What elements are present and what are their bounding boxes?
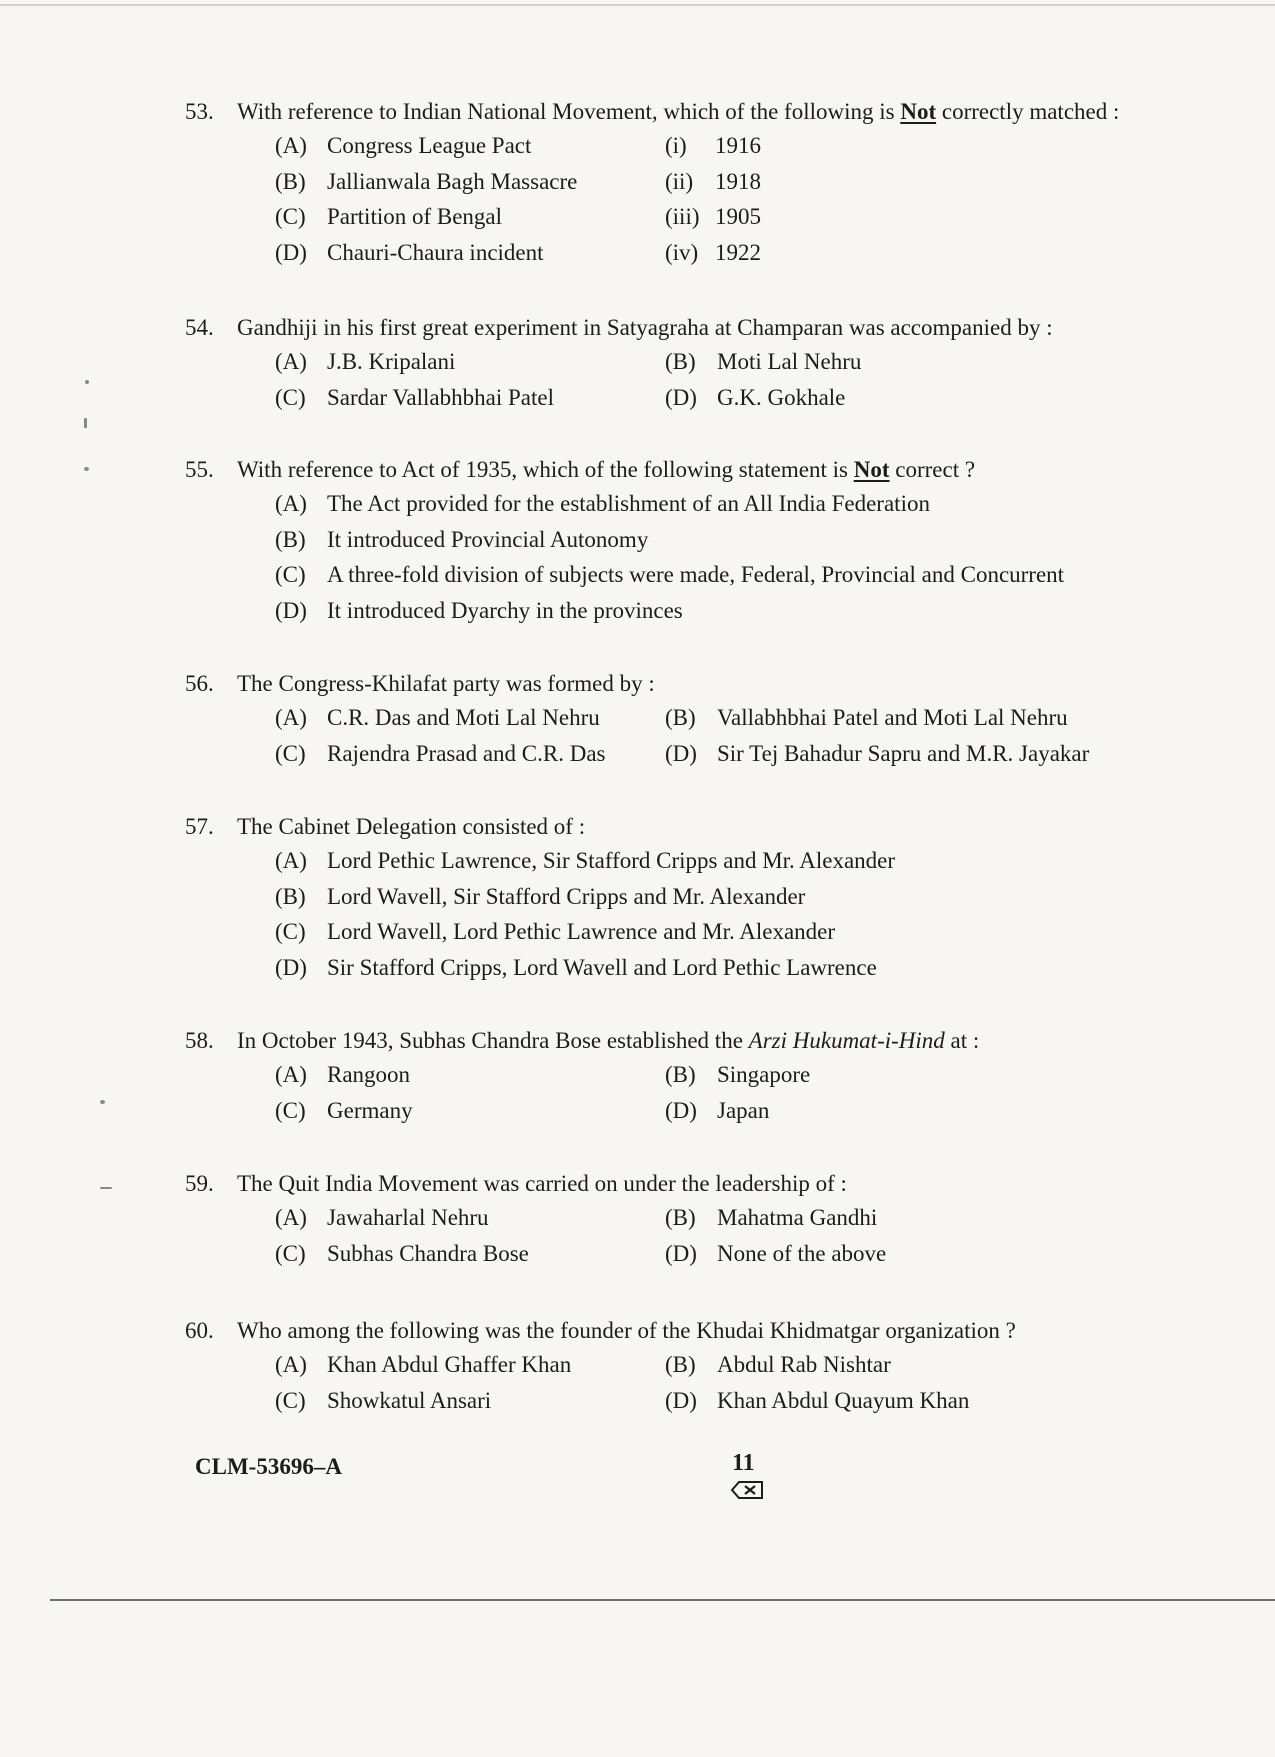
option-b: (B) Lord Wavell, Sir Stafford Cripps and Mr. Alexander (275, 883, 806, 909)
option-c: (C) Sardar Vallabhbhai Patel (275, 384, 554, 410)
option-a: (A) Rangoon (275, 1062, 411, 1087)
page-number: 11 (732, 1450, 755, 1476)
option-d: (D) Sir Stafford Cripps, Lord Wavell and Lord Pethic Lawrence (275, 954, 877, 980)
option-c: (C) Germany (275, 1097, 413, 1123)
question-53 (185, 97, 1165, 273)
option-a: (A) C.R. Das and Moti Lal Nehru (275, 705, 600, 730)
option-c: (C) Rajendra Prasad and C.R. Das (275, 740, 606, 766)
option-d: (D) G.K. Gokhale (665, 384, 846, 410)
option-row (275, 1096, 1165, 1132)
bottom-divider (50, 1599, 1275, 1601)
option-row (275, 1386, 1165, 1422)
question-57: 57. The Cabinet Delegation consisted of : (A) Lord Pethic Lawrence, Sir Stafford Cripps and Mr. Alexander (B) Lord Wavell, Sir Stafford Cripps and Mr. Alexander (C) Lord Wavell, Lord Pethic Lawrence and Mr. Alexander (D) Sir Stafford Cripps, Lord Wavell and Lord Pethic Lawrence (185, 812, 1165, 988)
option-row (275, 1350, 1165, 1386)
scan-speck (84, 467, 89, 471)
option-d: (D) It introduced Dyarchy in the provinces (275, 597, 683, 623)
option-d: (D) Japan (665, 1097, 770, 1123)
scan-speck (100, 1100, 105, 1104)
option-row (275, 383, 1165, 419)
option-b: (B) Abdul Rab Nishtar (665, 1352, 891, 1377)
option-a: (A) Khan Abdul Ghaffer Khan (275, 1352, 572, 1377)
scan-speck (100, 1187, 112, 1189)
option-row (275, 703, 1165, 739)
option-a: (A) Lord Pethic Lawrence, Sir Stafford Cripps and Mr. Alexander (275, 848, 896, 873)
question-number: 53. (185, 99, 214, 124)
option-b: (B) It introduced Provincial Autonomy (275, 526, 649, 552)
option-row (275, 347, 1165, 383)
option-a: (A) Jawaharlal Nehru (275, 1205, 489, 1230)
scan-speck (85, 380, 89, 384)
match-row: (D) Chauri-Chaura incident (iv) 1922 (275, 239, 761, 265)
option-b: (B) Vallabhbhai Patel and Moti Lal Nehru (665, 705, 1068, 730)
option-row (275, 1239, 1165, 1275)
question-55: 55. With reference to Act of 1935, which of the following statement is Not correct ? (A) The Act provided for the establishment of an All India Federation (B) It introduced Provincial Autonomy (C) A three-fold division of subjects were made, Federal, Provincial and Concurrent (D) It introduced Dyarchy in the provinces (185, 455, 1165, 631)
question-56: 56. The Congress-Khilafat party was formed by : (A) C.R. Das and Moti Lal Nehru (B) Vallabhbhai Patel and Moti Lal Nehru (C) Rajendra Prasad and C.R. Das (D) Sir Tej Bahadur Sapru and M.R. Jayakar (185, 669, 1165, 774)
question-58: 58. In October 1943, Subhas Chandra Bose established the Arzi Hukumat-i-Hind at : (A) Rangoon (B) Singapore (C) Germany (D) Japan (185, 1026, 1165, 1131)
option-c: (C) Subhas Chandra Bose (275, 1240, 529, 1266)
italic-term: Arzi Hukumat-i-Hind (748, 1028, 945, 1053)
option-a: (A) J.B. Kripalani (275, 349, 456, 374)
emphasis-not: Not (853, 457, 890, 482)
match-row: (A) Congress League Pact (i) 1916 (275, 133, 761, 158)
match-list (275, 131, 1165, 273)
question-60: 60. Who among the following was the founder of the Khudai Khidmatgar organization ? (A) Khan Abdul Ghaffer Khan (B) Abdul Rab Nishtar (C) Showkatul Ansari (D) Khan Abdul Quayum Khan (185, 1316, 1165, 1421)
option-d: (D) None of the above (665, 1240, 887, 1266)
erase-icon (730, 1480, 764, 1505)
option-c: (C) Showkatul Ansari (275, 1387, 492, 1413)
option-c: (C) A three-fold division of subjects were made, Federal, Provincial and Concurrent (275, 562, 1065, 587)
option-d: (D) Khan Abdul Quayum Khan (665, 1387, 970, 1413)
option-b: (B) Moti Lal Nehru (665, 349, 862, 374)
option-row (275, 1203, 1165, 1239)
emphasis-not: Not (900, 99, 937, 124)
question-54: 54. Gandhiji in his first great experiment in Satyagraha at Champaran was accompanied by : (A) J.B. Kripalani (B) Moti Lal Nehru (C) Sardar Vallabhbhai Patel (D) G.K. Gokhale (185, 313, 1165, 418)
option-a: (A) The Act provided for the establishment of an All India Federation (275, 491, 930, 516)
scan-speck (84, 418, 87, 428)
paper-code: CLM-53696–A (195, 1454, 342, 1479)
option-row (275, 1060, 1165, 1096)
option-row (275, 739, 1165, 775)
match-row: (C) Partition of Bengal (iii) 1905 (275, 204, 761, 229)
question-59: 59. The Quit India Movement was carried on under the leadership of : (A) Jawaharlal Nehru (B) Mahatma Gandhi (C) Subhas Chandra Bose (D) None of the above (185, 1169, 1165, 1274)
option-d: (D) Sir Tej Bahadur Sapru and M.R. Jayakar (665, 740, 1090, 766)
option-b: (B) Mahatma Gandhi (665, 1205, 878, 1230)
option-b: (B) Singapore (665, 1062, 811, 1087)
match-row: (B) Jallianwala Bagh Massacre (ii) 1918 (275, 168, 761, 194)
question-text: With reference to Indian National Movement, which of the following is Not correctly matched : (237, 99, 1120, 124)
top-edge-line (0, 4, 1275, 6)
option-c: (C) Lord Wavell, Lord Pethic Lawrence and Mr. Alexander (275, 919, 836, 944)
